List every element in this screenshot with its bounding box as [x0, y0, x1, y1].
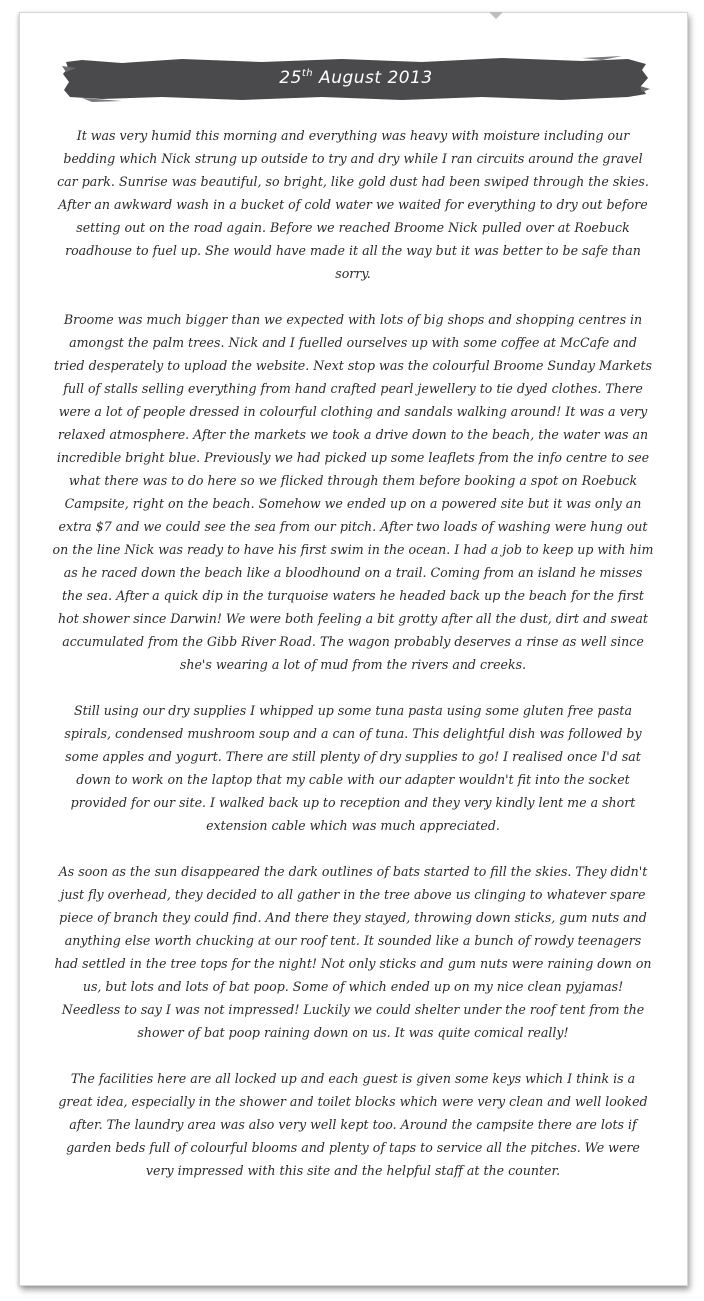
journal-entry [52, 124, 654, 1205]
paragraph-morning: It was very humid this morning and everything was heavy with moisture including our bedding which Nick strung up outside to try and dry while I ran circuits around the gravel car park. Sunrise was beautiful, so bright, like gold dust had been swiped through the skies. After an awkward wash in a bucket of cold water we waited for everything to dry out before setting out on the road again. Before we reached Broome Nick pulled over at Roebuck roadhouse to fuel up. She would have made it all the way but it was better to be safe than sorry. [57, 128, 649, 281]
date-banner [62, 56, 650, 102]
title-month-year: August 2013 [313, 68, 433, 88]
title-ordinal: th [301, 68, 314, 79]
paragraph-bats: As soon as the sun disappeared the dark outlines of bats started to fill the skies. They didn't just fly overhead, they decided to all gather in the tree above us clinging to whatever spare piece of branch they could find. And there they stayed, throwing down sticks, gum nuts and anything else worth chucking at our roof tent. It sounded like a bunch of rowdy teenagers had settled in the tree tops for the night! Not only sticks and gum nuts were raining down on us, but lots and lots of bat poop. Some of which ended up on my nice clean pyjamas! Needless to say I was not impressed! Luckily we could shelter under the roof tent from the shower of bat poop raining down on us. It was quite comical really! [54, 864, 652, 1040]
paragraph-dinner: Still using our dry supplies I whipped up some tuna pasta using some gluten free pasta spirals, condensed mushroom soup and a can of tuna. This delightful dish was followed by some apples and yogurt. There are still plenty of dry supplies to go! I realised once I'd sat down to work on the laptop that my cable with our adapter wouldn't fit into the socket provided for our site. I walked back up to reception and they very kindly lent me a short extension cable which was much appreciated. [64, 703, 642, 833]
page-notch [489, 12, 503, 19]
page-title [62, 56, 650, 102]
paragraph-facilities: The facilities here are all locked up and each guest is given some keys which I think is a great idea, especially in the shower and toilet blocks which were very clean and well looked after. The laundry area was also very well kept too. Around the campsite there are lots if garden beds full of colourful blooms and plenty of taps to service all the pitches. We were very impressed with this site and the helpful staff at the counter. [58, 1071, 648, 1178]
paragraph-broome: Broome was much bigger than we expected with lots of big shops and shopping centres in amongst the palm trees. Nick and I fuelled ourselves up with some coffee at McCafe and tried desperately to upload the website. Next stop was the colourful Broome Sunday Markets full of stalls selling everything from hand crafted pearl jewellery to tie dyed clothes. There were a lot of people dressed in colourful clothing and sandals walking around! It was a very relaxed atmosphere. After the markets we took a drive down to the beach, the water was an incredible bright blue. Previously we had picked up some leaflets from the info centre to see what there was to do here so we flicked through them before booking a spot on Roebuck Campsite, right on the beach. Somehow we ended up on a powered site but it was only an extra $7 and we could see the sea from our pitch. After two loads of washing were hung out on the line Nick was ready to have his first swim in the ocean. I had a job to keep up with him as he raced down the beach like a bloodhound on a trail. Coming from an island he misses the sea. After a quick dip in the turquoise waters he headed back up the beach for the first hot shower since Darwin! We were both feeling a bit grotty after all the dust, dirt and sweat accumulated from the Gibb River Road. The wagon probably deserves a rinse as well since she's wearing a lot of mud from the rivers and creeks. [52, 312, 654, 672]
title-day: 25 [279, 68, 302, 88]
